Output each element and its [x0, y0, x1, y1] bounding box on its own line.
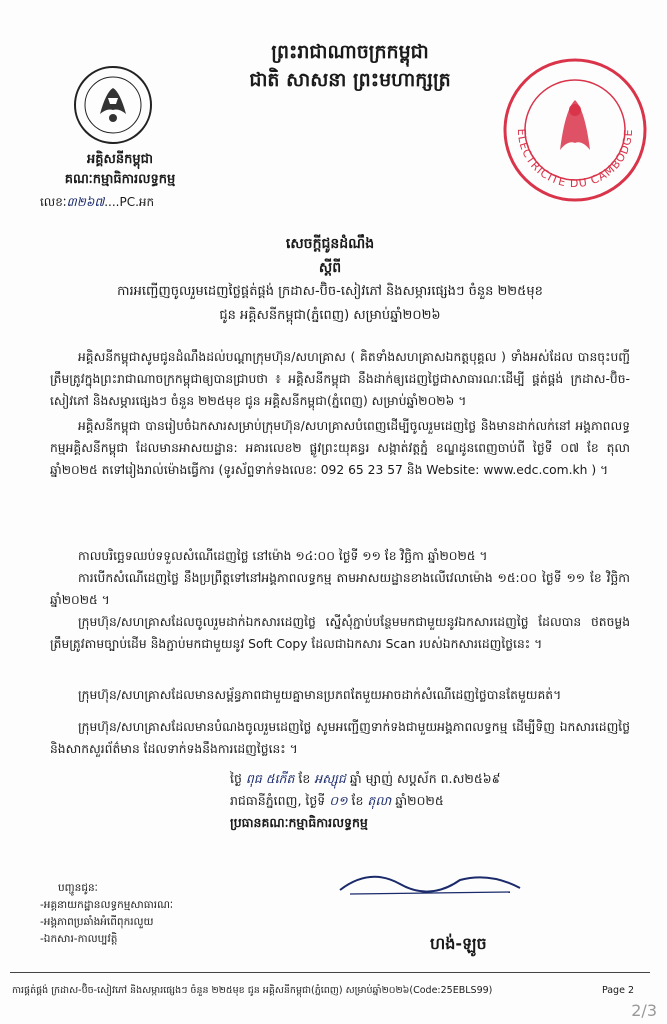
page-footer: [12, 984, 652, 998]
recipient-item: -ឯកសារ-កាលប្បវត្តិ: [40, 933, 118, 945]
title-line-2: ស្តីពី: [318, 260, 342, 276]
footer-text: ការផ្គត់ផ្គង់ ក្រដាស-ប៊ិច-សៀវភៅ និងសម្ភារផ្សេងៗ ចំនួន ២២៥មុខ ជូន អគ្គិសនីកម្ពុជា(ភ្នំពេញ) សម្រាប់ឆ្នាំ២០២៦(Code:25EBLS99): [12, 985, 493, 996]
org-line-2: គណៈកម្មាធិការលទ្ធកម្ម: [64, 172, 176, 187]
title-line-3: ការអញ្ជើញចូលរួមដេញថ្លៃផ្គត់ផ្គង់ ក្រដាស-ប៊ិច-សៀវភៅ និងសម្ភារផ្សេងៗ ចំនួន ២២៥មុខ: [117, 284, 543, 299]
kingdom-line-1: ព្រះរាជាណាចក្រកម្ពុជា: [271, 41, 429, 63]
stamp-text: ELECTRICITE DU CAMBODGE: [514, 128, 636, 191]
date-block: [230, 768, 650, 834]
paragraph-5: ក្រុមហ៊ុន/សហគ្រាសដែលមានសម្ព័ន្ធភាពជាមួយគ្នាមានប្រភពតែមួយអាចដាក់សំណើដេញថ្លៃបានតែមួយគត់។: [78, 688, 562, 702]
signer-name: ហង់-ឡូច: [430, 934, 487, 953]
kingdom-header: [200, 38, 500, 94]
org-line-1: អគ្គិសនីកម្ពុជា: [86, 152, 153, 167]
paragraph-3: [50, 545, 630, 611]
recipients-heading: បញ្ជូនជូនៈ: [58, 882, 98, 894]
recipients-list: [40, 880, 300, 948]
solar-month-label: ខែ: [351, 793, 364, 808]
paragraph-3a: កាលបរិច្ឆេទឈប់ទទួលសំណើដេញថ្លៃ នៅម៉ោង ១៤:០០ ថ្ងៃទី ១១ ខែ វិច្ឆិកា ឆ្នាំ២០២៥ ។: [78, 549, 488, 563]
lunar-prefix: ថ្ងៃ: [230, 771, 242, 786]
paragraph-3b: ការបើកសំណើដេញថ្លៃ នឹងប្រព្រឹត្តទៅនៅអង្គភាពលទ្ធកម្ម តាមអាសយដ្ឋានខាងលើវេលាម៉ោង ១៥:០០ ថ្ងៃទី ១១ ខែ វិច្ឆិកា ឆ្នាំ២០២៥ ។: [50, 571, 630, 607]
recipient-item: -អគ្គនាយកដ្ឋានលទ្ធកម្មសាធារណៈ: [40, 899, 174, 911]
title-line-4: ជូន អគ្គិសនីកម្ពុជា(ភ្នំពេញ) សម្រាប់ឆ្នាំ២០២៦: [219, 308, 441, 323]
signer-title: ប្រធានគណៈកម្មាធិការលទ្ធកម្ម: [230, 815, 368, 830]
paragraph-6: ក្រុមហ៊ុន/សហគ្រាសដែលមានបំណងចូលរួមដេញថ្លៃ សូមអញ្ជើញទាក់ទងជាមួយអង្គភាពលទ្ធកម្ម ដើម្បីទិញ ឯកសារដេញថ្លៃ និងសាកសួរព័ត៌មាន ដែលទាក់ទងនឹងការដេញថ្លៃនេះ ។: [50, 720, 630, 756]
lunar-day-handwritten: ពុធ ៥កើត: [245, 771, 295, 786]
handwritten-signature: [330, 862, 530, 902]
paragraph-1: អគ្គិសនីកម្ពុជាសូមជូនដំណឹងដល់បណ្តាក្រុមហ៊ុន/សហគ្រាស ( គិតទាំងសហគ្រាសឯកត្តបុគ្គល ) ទាំងអស់ដែល បានចុះបញ្ជីត្រឹមត្រូវក្នុងព្រះរាជាណាចក្រកម្ពុជាឲ្យបានជ្រាបថា ៖ អគ្គិសនីកម្ពុជា នឹងដាក់ឲ្យដេញថ្លៃជាសាធារណៈដើម្បី ផ្គត់ផ្គង់ ក្រដាស-ប៊ិច-សៀវភៅ និងសម្ភារផ្សេងៗ ចំនួន ២២៥មុខ ជូន អគ្គិសនីកម្ពុជា(ភ្នំពេញ) សម្រាប់ឆ្នាំ២០២៦ ។: [50, 350, 630, 408]
solar-prefix: រាជធានីភ្នំពេញ, ថ្ងៃទី: [230, 793, 326, 808]
organization-name: [40, 150, 200, 190]
lunar-month: អស្សុជ: [314, 771, 346, 786]
solar-day: ០១: [329, 793, 348, 808]
title-line-1: សេចក្តីជូនដំណឹង: [285, 236, 375, 252]
ref-suffix: ....PC.អក: [104, 195, 155, 209]
notice-title: [60, 232, 600, 328]
lunar-year: ឆ្នាំ ម្សាញ់ សប្តស័ក ព.ស២៥៦៩: [349, 771, 501, 786]
footer-page-number: Page 2: [601, 985, 634, 996]
ref-prefix: លេខៈ: [40, 195, 67, 209]
lunar-date: [230, 768, 650, 790]
viewer-page-indicator: 2/3: [631, 1001, 657, 1020]
ref-number-handwritten: ៣២៦៧: [66, 195, 105, 209]
paragraph-2: អគ្គិសនីកម្ពុជា បានរៀបចំឯកសារសម្រាប់ក្រុមហ៊ុន/សហគ្រាសបំពេញដើម្បីចូលរួមដេញថ្លៃ និងមានដាក់លក់នៅ អង្គភាពលទ្ធកម្មអគ្គិសនីកម្ពុជា ដែលមានអាសយដ្ឋាន: អគារលេខ២ ផ្លូវព្រះយុគន្ធរ សង្កាត់វត្តភ្នំ ខណ្ឌដូនពេញចាប់ពី ថ្ងៃទី ០៧ ខែ តុលា ឆ្នាំ២០២៥ តទៅរៀងរាល់ម៉ោងធ្វើការ (ទូរស័ព្ទទាក់ទងលេខៈ 092 65 23 57 និង Website: www.edc.com.kh ) ។: [50, 419, 630, 477]
recipient-item: -អង្គភាពប្រឆាំងអំពើពុករលួយ: [40, 916, 154, 928]
edc-logo-seal: [72, 64, 154, 146]
kingdom-line-2: ជាតិ សាសនា ព្រះមហាក្សត្រ: [249, 69, 451, 91]
lunar-month-label: ខែ: [298, 771, 311, 786]
solar-date: [230, 790, 650, 812]
solar-year: ឆ្នាំ២០២៥: [395, 793, 444, 808]
paragraph-4: ក្រុមហ៊ុន/សហគ្រាសដែលចូលរួមដាក់ឯកសារដេញថ្លៃ ស្នើសុំភ្ជាប់បន្ថែមមកជាមួយនូវឯកសារដេញថ្លៃ ដែលបាន ថតចម្លងត្រឹមត្រូវតាមច្បាប់ដើម និងភ្ជាប់មកជាមួយនូវ Soft Copy ដែលជាឯកសារ Scan របស់ឯកសារដេញថ្លៃនេះ ។: [50, 615, 630, 651]
reference-number: [40, 194, 154, 212]
footer-divider: [10, 972, 650, 973]
solar-month: តុលា: [367, 793, 392, 808]
edc-red-stamp: [500, 55, 650, 205]
